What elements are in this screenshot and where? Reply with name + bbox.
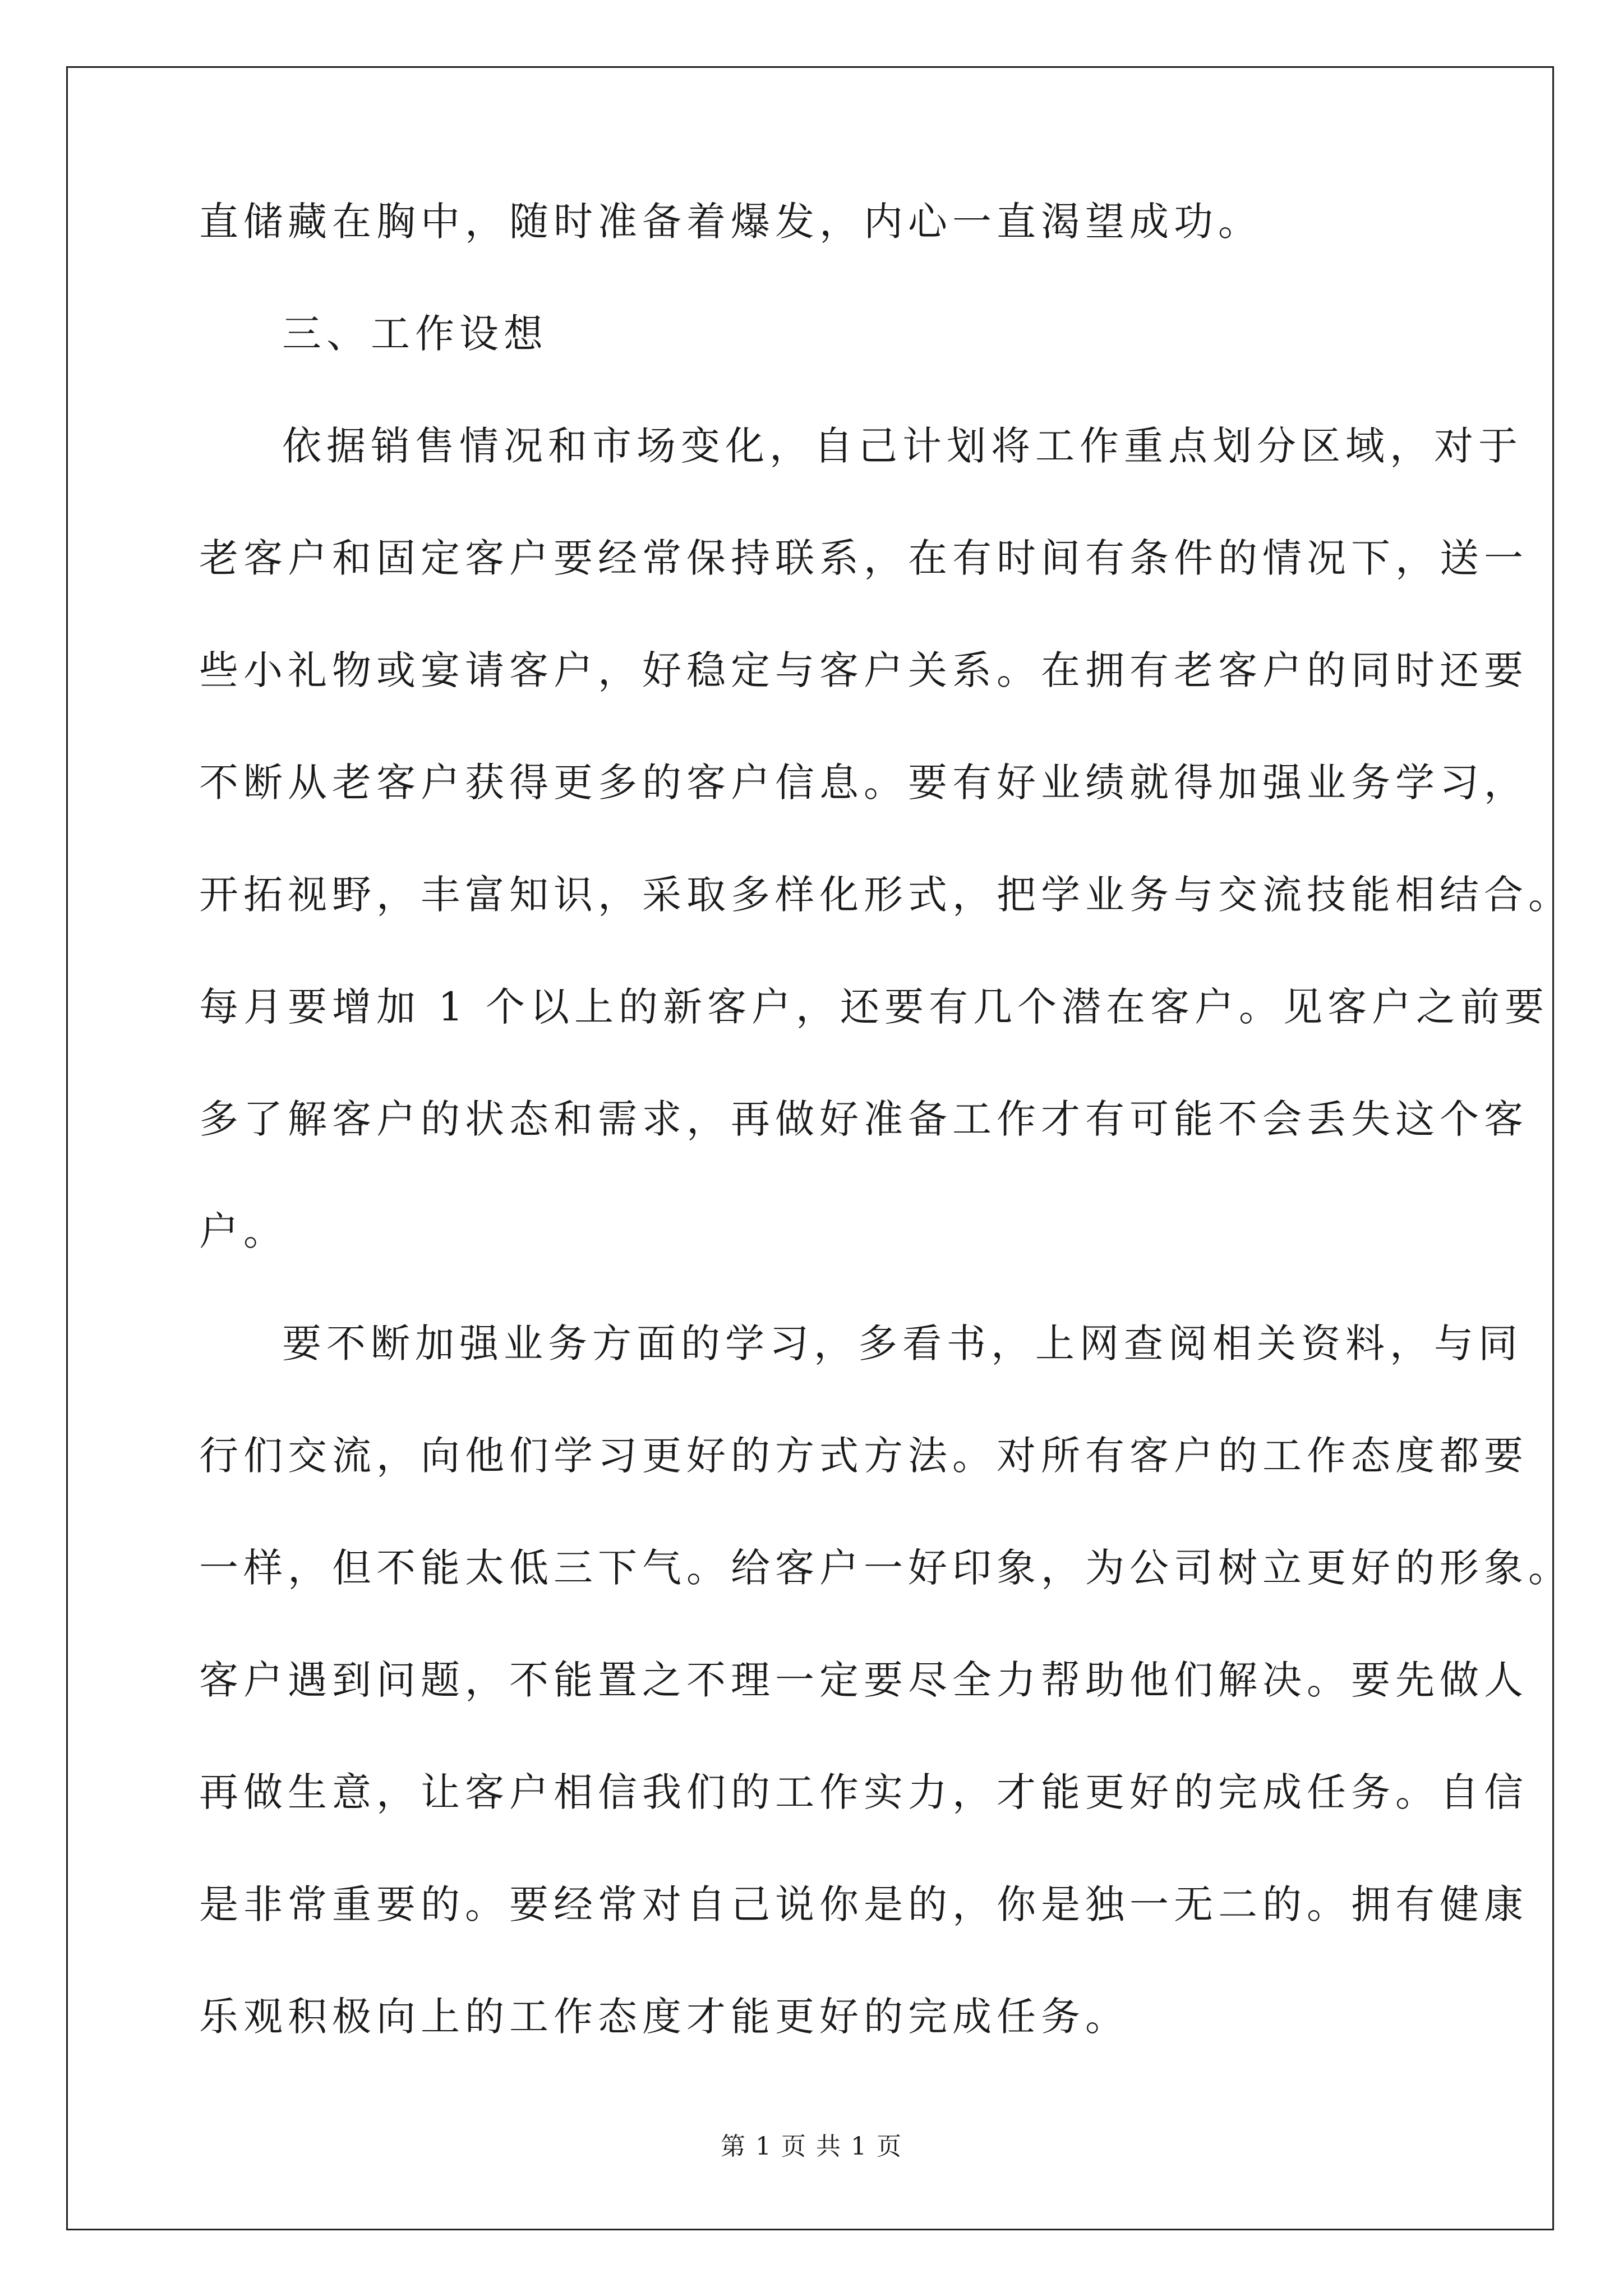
text-line-7: 开拓视野，丰富知识，采取多样化形式，把学业务与交流技能相结合。 <box>199 872 1573 918</box>
text-line-16: 是非常重要的。要经常对自己说你是的，你是独一无二的。拥有健康 <box>199 1881 1528 1927</box>
text-line-5: 些小礼物或宴请客户，好稳定与客户关系。在拥有老客户的同时还要 <box>199 647 1528 693</box>
text-line-12: 行们交流，向他们学习更好的方式方法。对所有客户的工作态度都要 <box>199 1433 1528 1479</box>
text-line-11: 要不断加强业务方面的学习，多看书，上网查阅相关资料，与同 <box>282 1320 1523 1366</box>
text-line-17: 乐观积极向上的工作态度才能更好的完成任务。 <box>199 1994 1129 2040</box>
text-line-10: 户。 <box>199 1208 288 1254</box>
text-line-8: 每月要增加 1 个以上的新客户，还要有几个潜在客户。见客户之前要 <box>199 984 1550 1030</box>
text-line-4: 老客户和固定客户要经常保持联系，在有时间有条件的情况下，送一 <box>199 535 1528 581</box>
page-number-footer: 第 1 页 共 1 页 <box>721 2132 902 2161</box>
text-line-1: 直储藏在胸中，随时准备着爆发，内心一直渴望成功。 <box>199 199 1262 245</box>
text-line-13: 一样，但不能太低三下气。给客户一好印象，为公司树立更好的形象。 <box>199 1545 1573 1591</box>
text-line-3: 依据销售情况和市场变化，自己计划将工作重点划分区域，对于 <box>282 423 1523 469</box>
section-heading: 三、工作设想 <box>282 311 548 357</box>
text-line-9: 多了解客户的状态和需求，再做好准备工作才有可能不会丢失这个客 <box>199 1096 1528 1142</box>
text-line-6: 不断从老客户获得更多的客户信息。要有好业绩就得加强业务学习， <box>199 760 1528 806</box>
text-line-15: 再做生意，让客户相信我们的工作实力，才能更好的完成任务。自信 <box>199 1769 1528 1815</box>
text-line-14: 客户遇到问题，不能置之不理一定要尽全力帮助他们解决。要先做人 <box>199 1657 1528 1703</box>
